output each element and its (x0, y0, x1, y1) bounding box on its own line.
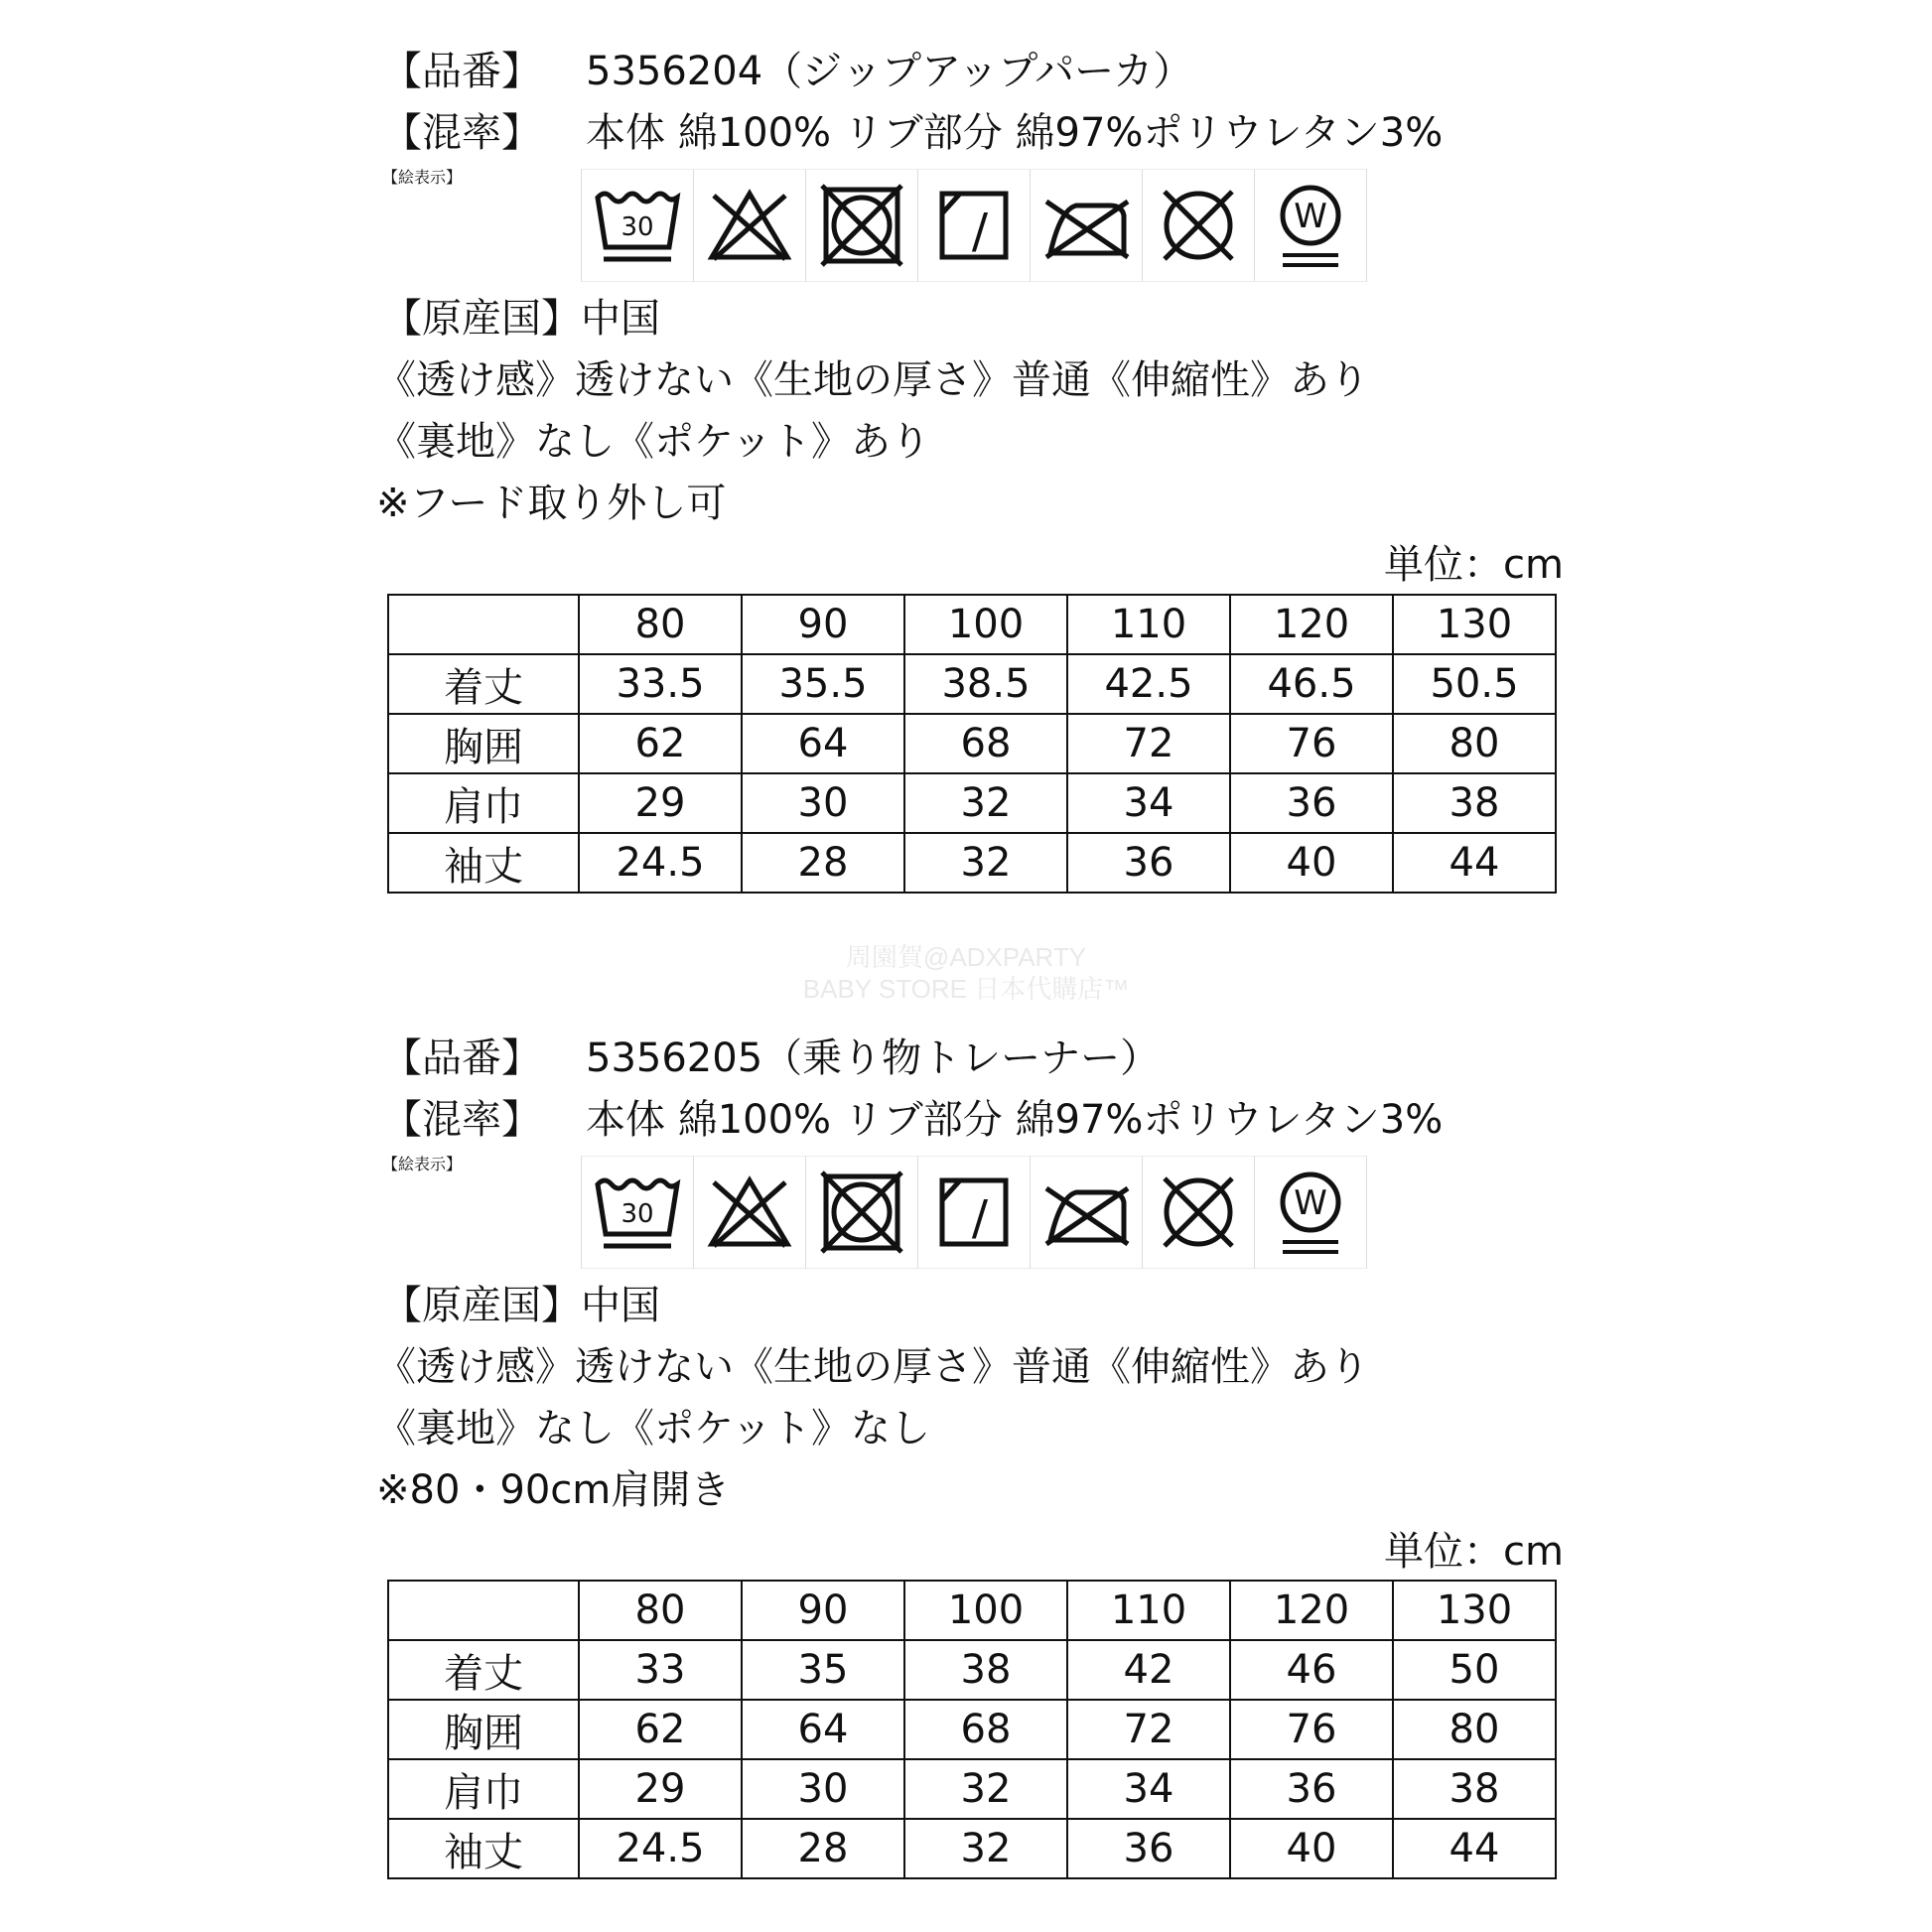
table-cell: 33 (579, 1640, 742, 1700)
material-mix-label: 【混率】 (382, 110, 541, 156)
header-cell: 100 (904, 1581, 1067, 1640)
wash-temp-text: 30 (621, 1199, 654, 1229)
table-cell: 50 (1393, 1640, 1556, 1700)
no-tumble-dry-icon (806, 1156, 918, 1269)
table-cell: 46.5 (1230, 654, 1393, 714)
table-cell: 32 (904, 773, 1067, 833)
table-cell: 30 (742, 1759, 904, 1819)
row-label-cell: 袖丈 (388, 833, 579, 893)
table-cell: 68 (904, 714, 1067, 773)
wash-tub-30-icon (581, 1156, 694, 1269)
header-cell: 100 (904, 595, 1067, 654)
size-table-2 (387, 1580, 1557, 1879)
wash-tub-30-icon (581, 169, 694, 282)
table-cell: 29 (579, 1759, 742, 1819)
care-symbols-label: 【絵表示】 (382, 168, 463, 187)
wet-clean-letter: W (1294, 197, 1327, 236)
table-row (388, 1819, 1556, 1878)
fabric-properties-line-1: 《透け感》透けない《生地の厚さ》普通《伸縮性》あり (376, 1344, 1369, 1390)
row-label-cell: 胸囲 (388, 1700, 579, 1759)
drip-dry-mark: / (971, 1190, 989, 1246)
table-cell: 72 (1067, 1700, 1230, 1759)
table-cell: 38.5 (904, 654, 1067, 714)
table-cell: 62 (579, 714, 742, 773)
header-cell: 80 (579, 595, 742, 654)
size-table-header-row (388, 595, 1556, 654)
header-cell (388, 595, 579, 654)
header-cell: 130 (1393, 595, 1556, 654)
header-cell: 110 (1067, 595, 1230, 654)
table-cell: 80 (1393, 714, 1556, 773)
size-table-header-row (388, 1581, 1556, 1640)
table-cell: 80 (1393, 1700, 1556, 1759)
table-cell: 68 (904, 1700, 1067, 1759)
table-cell: 42 (1067, 1640, 1230, 1700)
header-cell: 110 (1067, 1581, 1230, 1640)
product-note: ※80・90cm肩開き (376, 1467, 731, 1513)
row-label-cell: 胸囲 (388, 714, 579, 773)
material-mix-line (382, 1090, 1564, 1152)
table-cell: 40 (1230, 1819, 1393, 1878)
care-symbols-group (581, 169, 1367, 282)
table-cell: 24.5 (579, 833, 742, 893)
care-symbols-label: 【絵表示】 (382, 1155, 463, 1173)
table-cell: 42.5 (1067, 654, 1230, 714)
table-cell: 36 (1067, 833, 1230, 893)
table-cell: 36 (1067, 1819, 1230, 1878)
header-cell: 80 (579, 1581, 742, 1640)
no-tumble-dry-icon (806, 169, 918, 282)
size-table-1 (387, 594, 1557, 894)
wet-clean-letter: W (1294, 1183, 1327, 1223)
drip-dry-shade-icon (918, 169, 1031, 282)
no-dry-clean-icon (1143, 1156, 1255, 1269)
product-note: ※フード取り外し可 (376, 481, 727, 526)
row-label-cell: 着丈 (388, 654, 579, 714)
origin-line (382, 1276, 1564, 1337)
product-number-line (382, 42, 1564, 103)
table-cell: 64 (742, 714, 904, 773)
table-cell: 35.5 (742, 654, 904, 714)
table-row (388, 1640, 1556, 1700)
material-mix-label: 【混率】 (382, 1097, 541, 1143)
header-cell: 90 (742, 595, 904, 654)
watermark-line-2: BABY STORE 日本代購店™ (802, 974, 1130, 1004)
table-cell: 72 (1067, 714, 1230, 773)
product-number-label: 【品番】 (382, 1035, 541, 1081)
drip-dry-shade-icon (918, 1156, 1031, 1269)
table-cell: 32 (904, 1819, 1067, 1878)
origin-line (382, 289, 1564, 350)
origin-value: 中国 (581, 296, 660, 342)
product-number-label: 【品番】 (382, 49, 541, 94)
row-label-cell: 肩巾 (388, 1759, 579, 1819)
wet-clean-very-gentle-icon (1255, 1156, 1367, 1269)
product-number-line (382, 1029, 1564, 1090)
table-cell: 30 (742, 773, 904, 833)
fabric-properties-line-2: 《裏地》なし《ポケット》あり (376, 419, 930, 465)
material-mix-value: 本体 綿100% リブ部分 綿97%ポリウレタン3% (586, 1097, 1444, 1143)
care-symbols-group (581, 1156, 1367, 1269)
table-cell: 28 (742, 1819, 904, 1878)
header-cell: 130 (1393, 1581, 1556, 1640)
table-row (388, 1700, 1556, 1759)
origin-value: 中国 (581, 1283, 660, 1328)
table-cell: 34 (1067, 1759, 1230, 1819)
unit-label: 単位：cm (1384, 542, 1564, 588)
fabric-properties-line-2: 《裏地》なし《ポケット》なし (376, 1406, 930, 1451)
table-cell: 76 (1230, 714, 1393, 773)
drip-dry-mark: / (971, 204, 989, 259)
table-cell: 29 (579, 773, 742, 833)
row-label-cell: 肩巾 (388, 773, 579, 833)
wet-clean-very-gentle-icon (1255, 169, 1367, 282)
table-cell: 32 (904, 1759, 1067, 1819)
row-label-cell: 袖丈 (388, 1819, 579, 1878)
table-cell: 50.5 (1393, 654, 1556, 714)
material-mix-line (382, 103, 1564, 165)
material-mix-value: 本体 綿100% リブ部分 綿97%ポリウレタン3% (586, 110, 1444, 156)
origin-label: 【原産国】 (382, 1283, 581, 1328)
header-cell: 120 (1230, 1581, 1393, 1640)
table-cell: 76 (1230, 1700, 1393, 1759)
watermark (0, 941, 1932, 1005)
header-cell: 90 (742, 1581, 904, 1640)
table-cell: 62 (579, 1700, 742, 1759)
table-cell: 44 (1393, 833, 1556, 893)
product-block-2 (376, 1029, 1564, 1582)
care-symbols-line (382, 165, 1564, 289)
table-cell: 33.5 (579, 654, 742, 714)
iron-low-icon (1031, 1156, 1143, 1269)
table-cell: 24.5 (579, 1819, 742, 1878)
table-cell: 34 (1067, 773, 1230, 833)
no-bleach-icon (694, 1156, 806, 1269)
table-cell: 35 (742, 1640, 904, 1700)
table-cell: 32 (904, 833, 1067, 893)
table-row (388, 773, 1556, 833)
table-row (388, 833, 1556, 893)
table-cell: 38 (904, 1640, 1067, 1700)
no-bleach-icon (694, 169, 806, 282)
product-block-1 (376, 42, 1564, 595)
unit-label: 単位：cm (1384, 1529, 1564, 1575)
wash-temp-text: 30 (621, 212, 654, 242)
table-cell: 64 (742, 1700, 904, 1759)
product-number-value: 5356204（ジップアップパーカ） (586, 49, 1193, 94)
product-number-value: 5356205（乗り物トレーナー） (586, 1035, 1161, 1081)
table-cell: 28 (742, 833, 904, 893)
table-cell: 40 (1230, 833, 1393, 893)
table-row (388, 714, 1556, 773)
care-symbols-line (382, 1152, 1564, 1276)
origin-label: 【原産国】 (382, 296, 581, 342)
table-row (388, 1759, 1556, 1819)
table-cell: 38 (1393, 773, 1556, 833)
fabric-properties-line-1: 《透け感》透けない《生地の厚さ》普通《伸縮性》あり (376, 357, 1369, 403)
no-dry-clean-icon (1143, 169, 1255, 282)
header-cell: 120 (1230, 595, 1393, 654)
table-cell: 36 (1230, 1759, 1393, 1819)
table-cell: 44 (1393, 1819, 1556, 1878)
iron-low-icon (1031, 169, 1143, 282)
table-cell: 36 (1230, 773, 1393, 833)
table-row (388, 654, 1556, 714)
watermark-line-1: 周園賀@ADXPARTY (845, 942, 1087, 972)
row-label-cell: 着丈 (388, 1640, 579, 1700)
header-cell (388, 1581, 579, 1640)
table-cell: 38 (1393, 1759, 1556, 1819)
table-cell: 46 (1230, 1640, 1393, 1700)
